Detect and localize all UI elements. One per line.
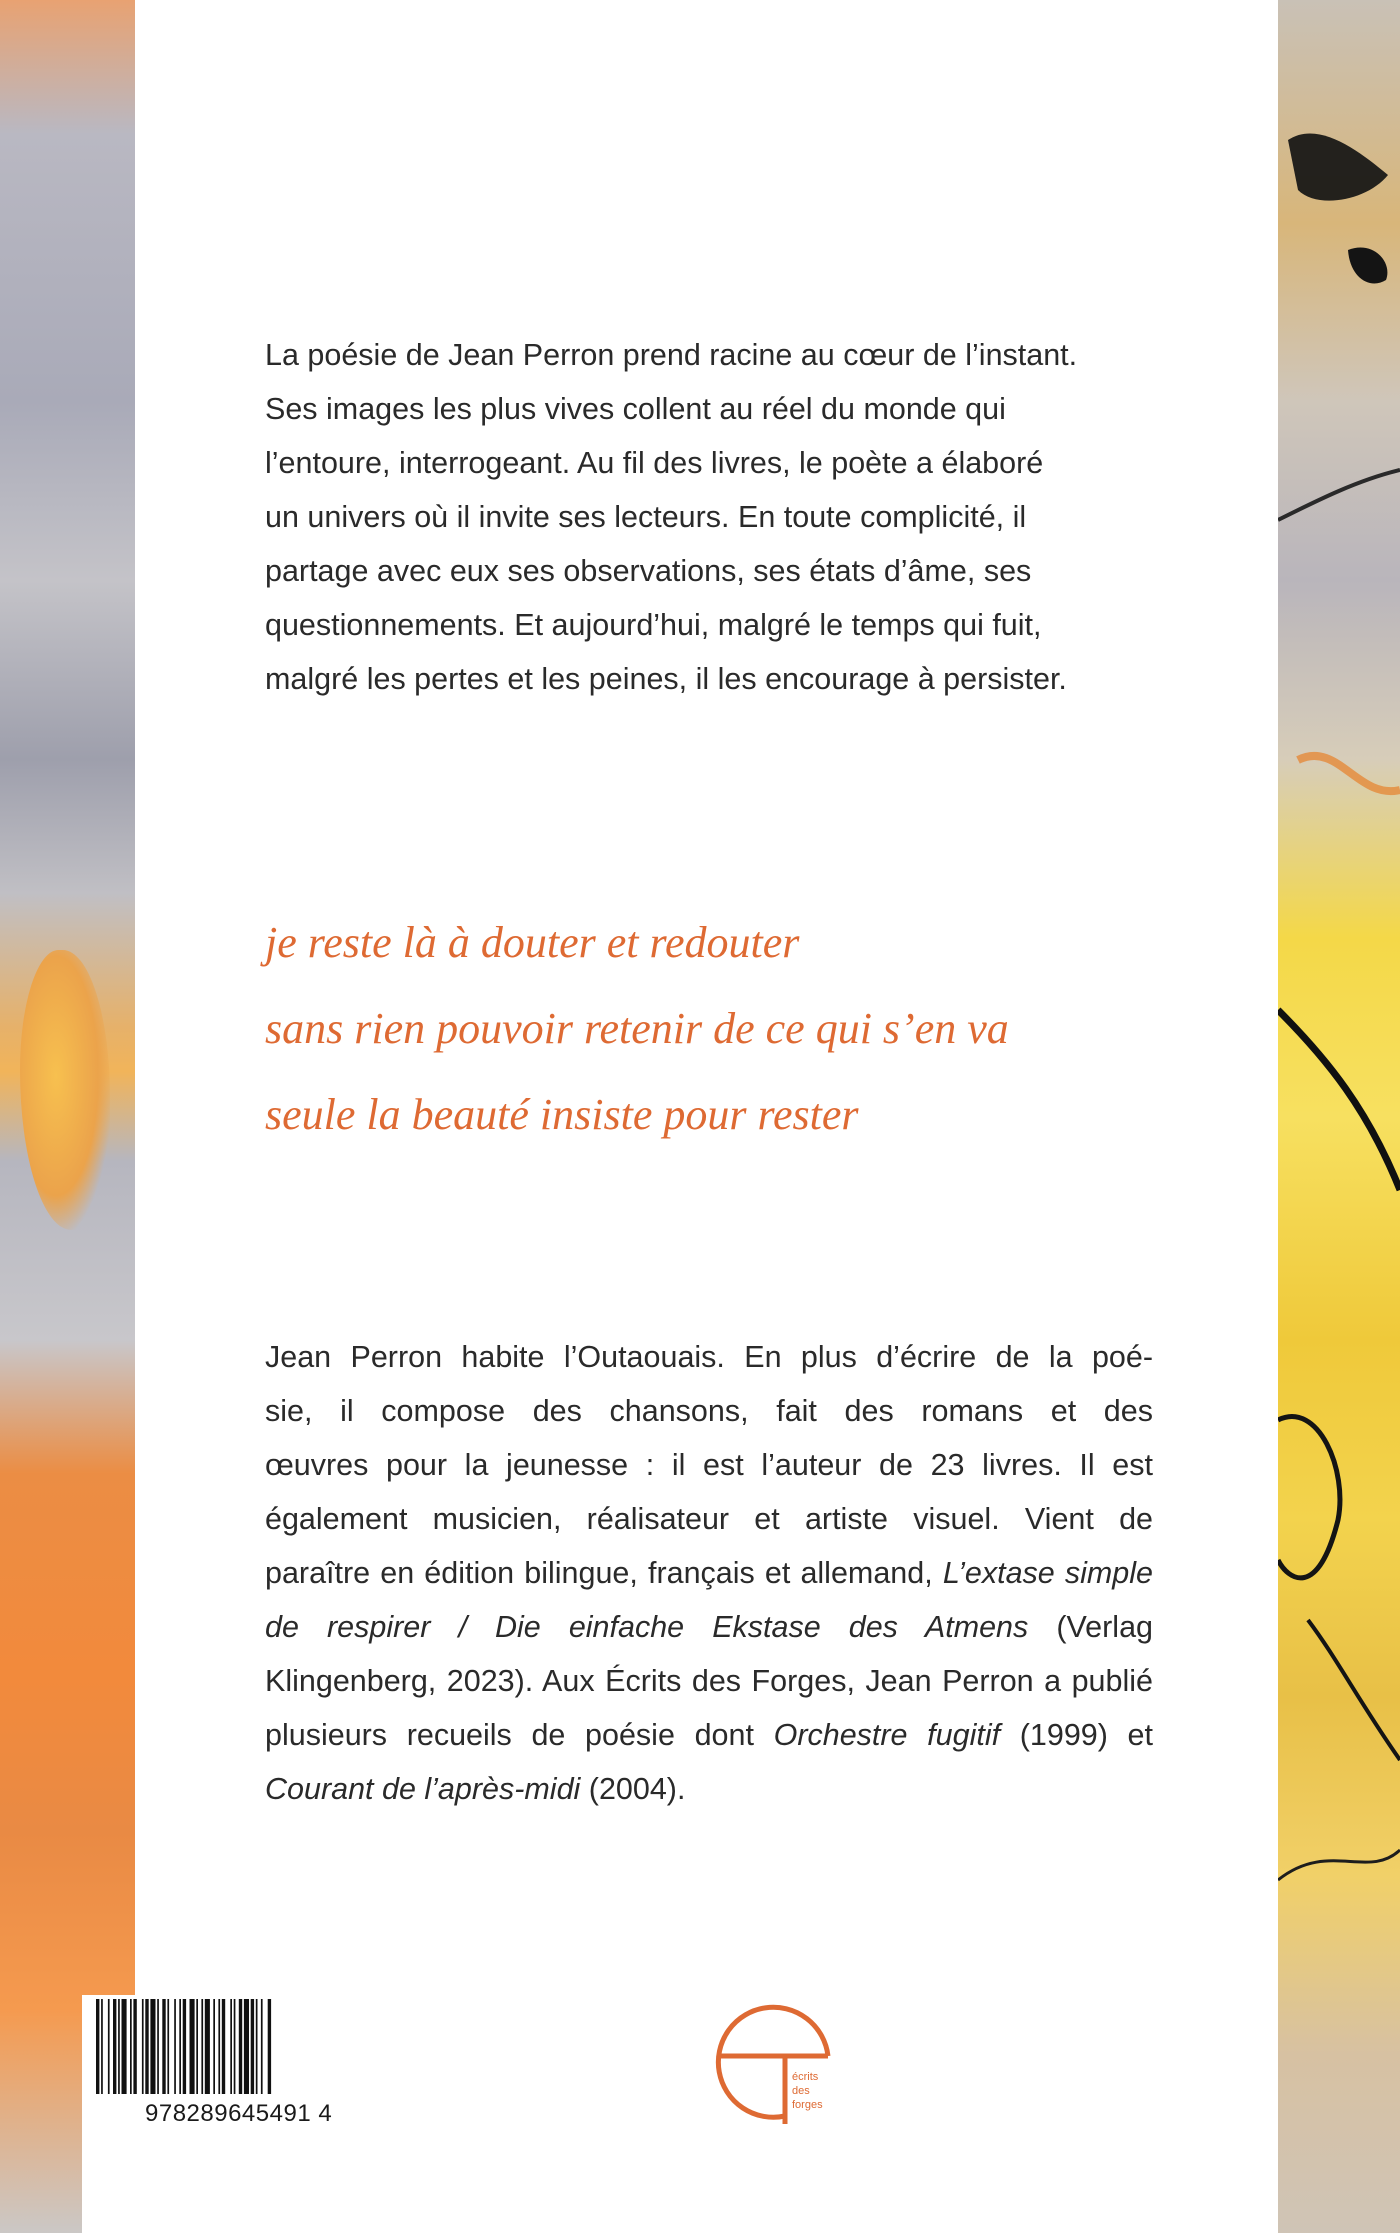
blurb-line: un univers où il invite ses lecteurs. En toute complicité, il [265,500,1027,534]
barcode-bar [234,1999,236,2094]
bio-line [265,1546,1153,1816]
book-title-orchestre: Orchestre fugitif [773,1718,1001,1752]
blurb-line: Ses images les plus vives collent au réel du monde qui [265,392,1006,426]
barcode-bar [113,1999,116,2094]
barcode-bar [190,1999,195,2094]
author-bio [265,1330,1153,1816]
verse-line: seule la beauté insiste pour rester [265,1090,859,1139]
logo-text-forges: forges [792,2099,823,2111]
barcode-bar [239,1999,242,2094]
book-title-extase: L’extase simple de respirer / Die einfache Ekstase des Atmens [265,1556,1153,1644]
barcode-bar [230,1999,232,2094]
verse-line: je reste là à douter et redouter [265,918,800,967]
barcode-bar [268,1999,271,2094]
poem-excerpt [265,900,1009,1158]
barcode-bar [183,1999,186,2094]
barcode-bar [101,1999,103,2094]
bio-text: (1999) et [1019,1718,1153,1752]
barcode-bar [108,1999,110,2094]
barcode-bar [196,1999,198,2094]
blurb-line: questionnements. Et aujourd’hui, malgré le temps qui fuit, [265,608,1042,642]
barcode-bar [261,1999,263,2094]
barcode-bar [118,1999,120,2094]
cover-painting-right [1278,0,1400,2233]
blurb-line: La poésie de Jean Perron prend racine au cœur de l’instant. [265,338,1078,372]
barcode-bar [251,1999,254,2094]
barcode-bar [142,1999,144,2094]
blurb-line: partage avec eux ses observations, ses états d’âme, ses [265,554,1032,588]
cover-painting-left [0,0,135,2233]
barcode-bar [222,1999,225,2094]
barcode-bars [90,1999,390,2097]
verse-line: sans rien pouvoir retenir de ce qui s’en va [265,1004,1009,1053]
barcode-bar [218,1999,220,2094]
isbn-number: 978289645491 4 [145,2100,333,2127]
barcode-bar [145,1999,148,2094]
bio-text: paraître en édition bilingue, français et allemand, [265,1556,933,1590]
publisher-logo [710,1998,840,2128]
barcode-bar [122,1999,127,2094]
bio-text: (Verlag Klingenberg, 2023). Aux Écrits des Forges, Jean Perron a [265,1610,1153,1698]
barcode-bar [157,1999,159,2094]
barcode-bar [130,1999,132,2094]
barcode-bar [150,1999,155,2094]
barcode-bar [213,1999,215,2094]
book-title-courant: Courant de l’après-midi [265,1772,581,1806]
barcode-bar [179,1999,181,2094]
bio-line: Jean Perron habite l’Outaouais. En plus d’écrire de la poé- [265,1340,1153,1374]
bio-line: œuvres pour la jeunesse : il est l’auteur de 23 livres. Il est [265,1448,1153,1482]
logo-text-des: des [792,2085,810,2097]
barcode-bar [205,1999,210,2094]
barcode-bar [162,1999,165,2094]
blurb-line: l’entoure, interrogeant. Au fil des livres, le poète a élaboré [265,446,1044,480]
blurb-line: malgré les pertes et les peines, il les encourage à persister. [265,662,1067,696]
logo-text-ecrits: écrits [792,2071,819,2083]
barcode-bar [167,1999,169,2094]
barcode-bar [201,1999,203,2094]
barcode-bar [133,1999,136,2094]
bio-line: également musicien, réalisateur et artiste visuel. Vient de [265,1502,1153,1536]
barcode-bar [256,1999,258,2094]
back-cover-blurb [265,328,1153,706]
bio-text: (2004). [588,1772,686,1806]
barcode-bar [244,1999,249,2094]
barcode-bar [96,1999,99,2094]
bio-text: publié plusieurs recueils de poésie dont [265,1664,1153,1752]
barcode-bar [174,1999,176,2094]
bio-line: sie, il compose des chansons, fait des romans et des [265,1394,1153,1428]
